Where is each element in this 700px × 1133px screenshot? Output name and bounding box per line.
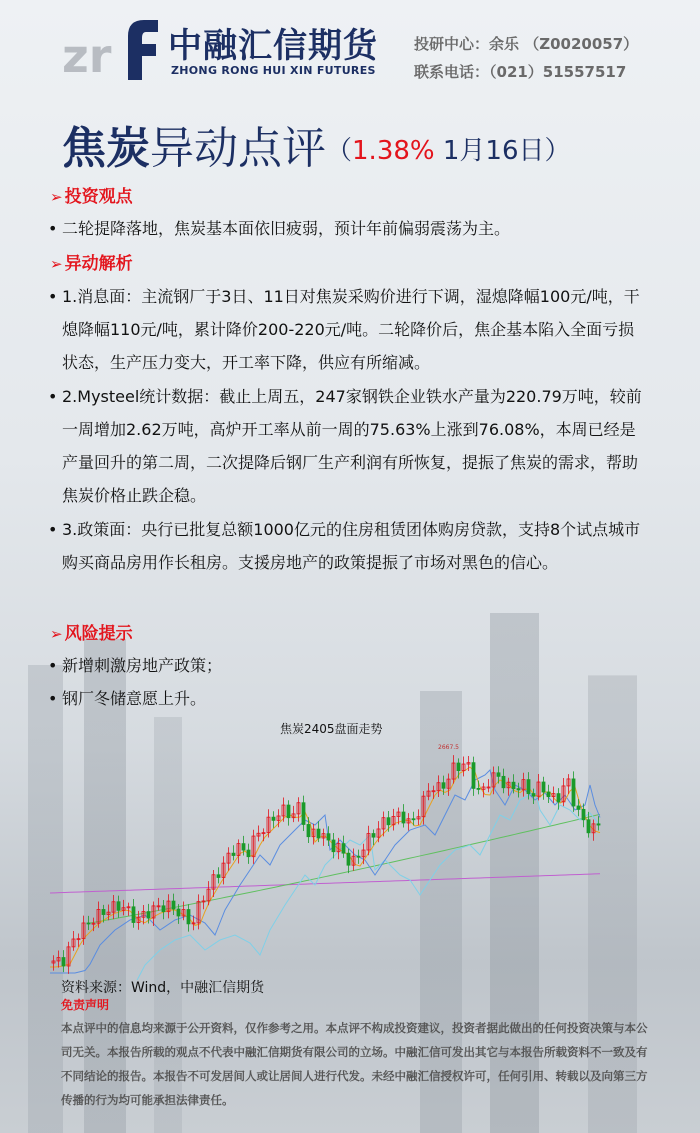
candle (217, 875, 220, 878)
arrow-icon: ➢ (50, 625, 63, 643)
logo-cn-text: 中融汇信期货 (168, 26, 378, 66)
title-change-pct: 1.38% (352, 136, 435, 166)
candle (587, 820, 590, 833)
ma-mid-line (50, 770, 600, 973)
peak-price-label: 2667.5 (438, 744, 459, 751)
candle (542, 782, 545, 792)
candle (162, 906, 165, 912)
candle (477, 788, 480, 789)
candle (117, 902, 120, 911)
candle (402, 812, 405, 823)
candle (442, 783, 445, 789)
candle (497, 773, 500, 777)
candle (317, 829, 320, 838)
section-heading-analysis: ➢ 异动解析 (50, 254, 133, 274)
risk-item: • 新增刺激房地产政策； (48, 656, 223, 675)
arrow-icon: ➢ (50, 188, 63, 206)
candle (502, 776, 505, 787)
contact-info (414, 30, 638, 86)
candle (187, 910, 190, 924)
candle (517, 789, 520, 790)
candle (102, 909, 105, 914)
analysis-item: • 2.Mysteel统计数据：截止上周五，247家钢铁企业铁水产量为220.79万吨，较前一周增加2.62万吨，高炉开工率从前一周的75.63%上涨到76.08%，本周已经是产量回升的第二周，二次提降后钢厂生产利润有所恢复，提振了焦炭的需求，帮助焦炭价格止跌企稳。 (48, 387, 642, 505)
candle (512, 782, 515, 788)
candle (327, 834, 330, 840)
section-heading-risk: ➢ 风险提示 (50, 624, 133, 644)
data-source: 资料来源：Wind，中融汇信期货 (61, 980, 265, 996)
ma-short-line (50, 767, 600, 967)
candle (387, 818, 390, 825)
candle (62, 958, 65, 966)
view-item: • 二轮提降落地，焦炭基本面依旧疲弱，预计年前偏弱震荡为主。 (48, 219, 511, 238)
title-date: 1月16日） (434, 136, 571, 166)
section-heading-view: ➢ 投资观点 (50, 187, 133, 207)
candle (147, 912, 150, 918)
arrow-icon: ➢ (50, 255, 63, 273)
candlestick-chart (50, 735, 630, 980)
candle (302, 803, 305, 825)
disclaimer-heading: 免责声明 (61, 998, 110, 1012)
candle (357, 856, 360, 857)
candle (342, 844, 345, 854)
candle (332, 840, 335, 852)
candle (597, 824, 600, 825)
candle (582, 809, 585, 819)
analysis-item: • 1.消息面：主流钢厂于3日、11日对焦炭采购价进行下调，湿熄降幅100元/吨，干熄降幅110元/吨，累计降价200-220元/吨。二轮降价后，焦企基本陷入全面亏损状态，生产压力变大，开工率下降，供应有所缩减。 (48, 287, 640, 372)
ma60-line (90, 814, 600, 923)
candle (242, 844, 245, 850)
candle (287, 805, 290, 818)
candle (547, 792, 550, 797)
contact-phone: 联系电话：（021）51557517 (414, 63, 627, 81)
candle (172, 901, 175, 909)
ma-long-line (110, 790, 600, 980)
candle (177, 909, 180, 916)
candle (132, 907, 135, 923)
candle (472, 763, 475, 789)
candle (577, 806, 580, 809)
title-product: 焦炭 (62, 123, 150, 174)
disclaimer-text: 本点评中的信息均来源于公开资料，仅作参考之用。本点评不构成投资建议，投资者据此做出的任何投资决策与本公司无关。本报告所载的观点不代表中融汇信期货有限公司的立场。中融汇信可发出其它与本报告所载资料不一致及有不同结论的报告。本报告不可发居间人或让居间人进行代发。未经中融汇信授权许可，任何引用、转载以及向第三方传播的行为均可能承担法律责任。 (61, 1021, 648, 1107)
page-title (62, 112, 571, 176)
candle (247, 850, 250, 857)
title-open-paren: （ (326, 136, 353, 166)
candle (272, 817, 275, 820)
title-subject: 异动点评 (150, 123, 326, 174)
candle (232, 853, 235, 855)
chart-title: 焦炭2405盘面走势 (280, 722, 383, 736)
candle (412, 819, 415, 820)
risk-item: • 钢厂冬储意愿上升。 (48, 689, 207, 708)
candle (87, 923, 90, 924)
logo-en-text: ZHONG RONG HUI XIN FUTURES (171, 64, 376, 77)
analysis-item: • 3.政策面：央行已批复总额1000亿元的住房租赁团体购房贷款，支持8个试点城市购买商品房用作长租房。支援房地产的政策提振了市场对黑色的信心。 (48, 520, 641, 572)
header (0, 0, 700, 100)
candle (572, 779, 575, 806)
contact-researcher: 投研中心：余乐 （Z0020057） (414, 35, 639, 53)
candle (527, 780, 530, 794)
zrhx-logo-icon (62, 14, 162, 80)
candle (347, 853, 350, 865)
candle (557, 794, 560, 802)
candle (532, 794, 535, 797)
candle (307, 824, 310, 836)
candle (372, 834, 375, 838)
svg-text:zr: zr (62, 29, 112, 80)
candle (457, 763, 460, 771)
